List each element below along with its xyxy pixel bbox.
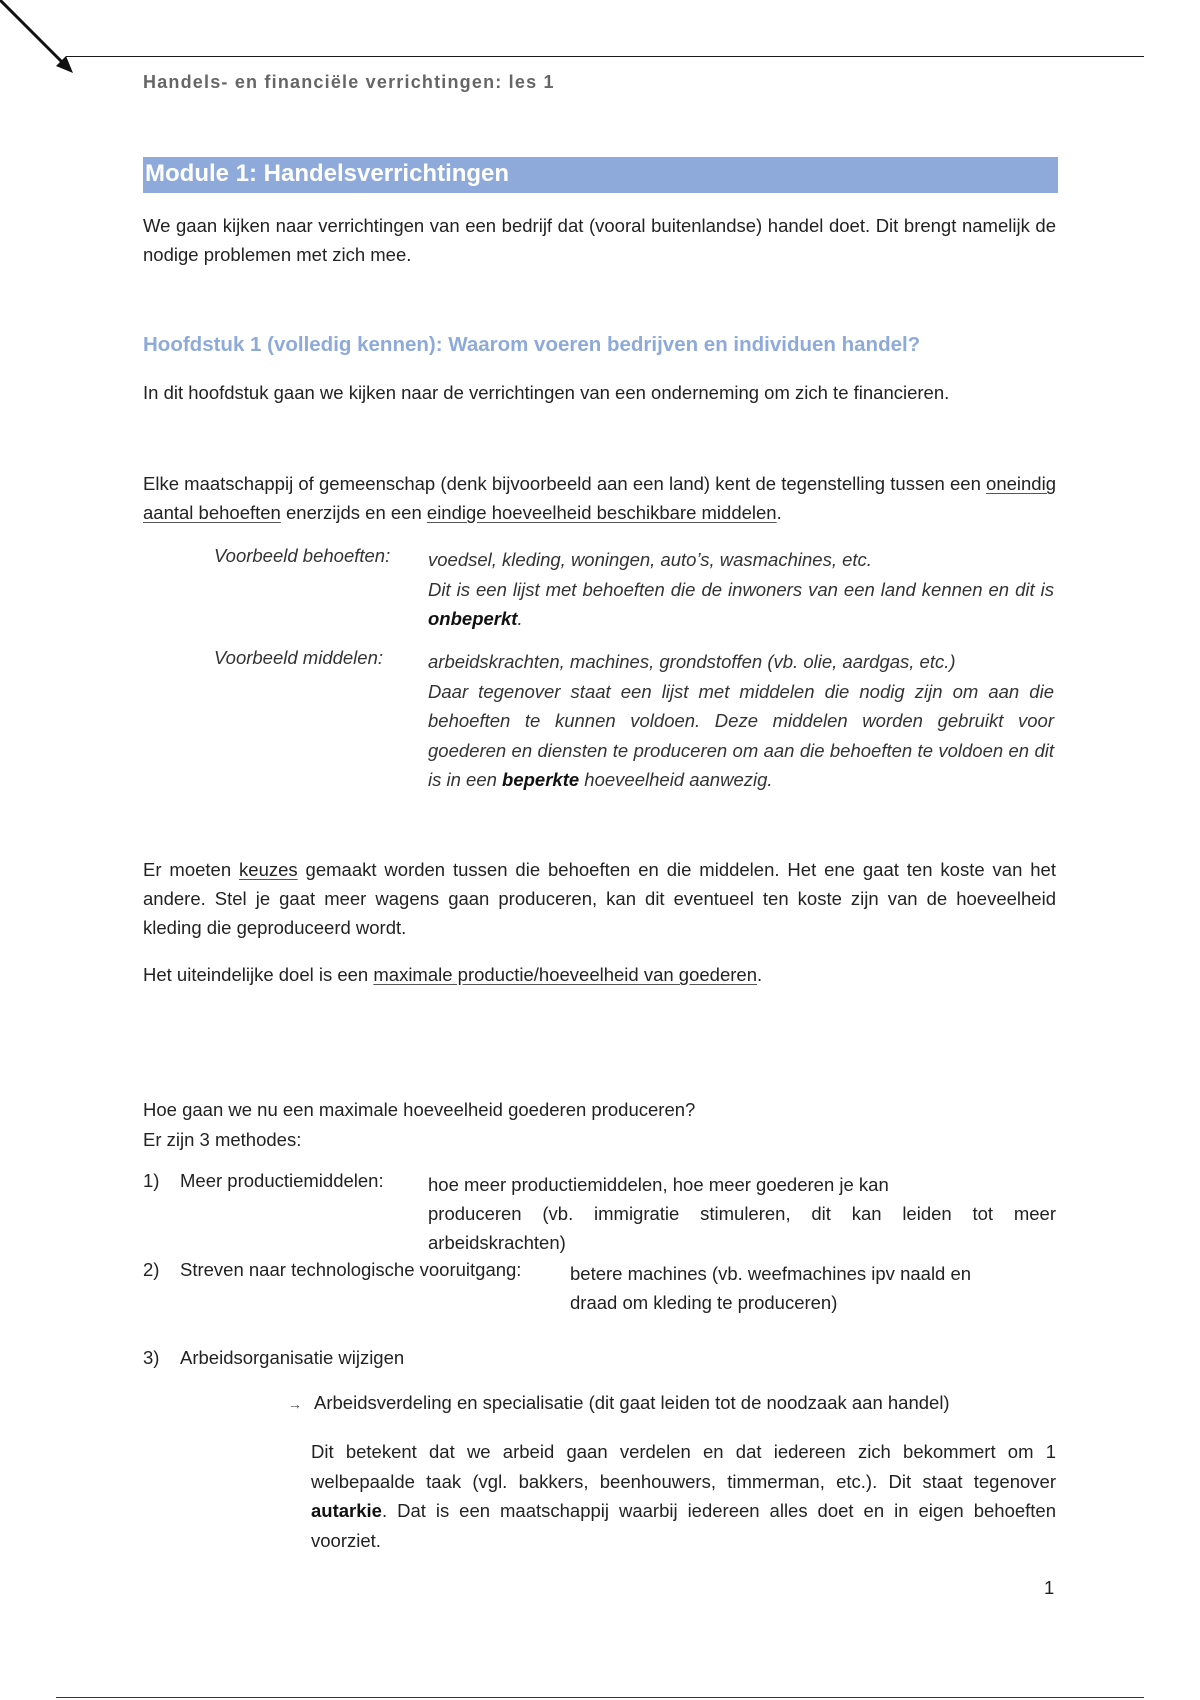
header-rule xyxy=(66,56,1144,57)
underline-means: eindige hoeveelheid beschikbare middelen xyxy=(426,502,777,523)
chapter-title: Hoofdstuk 1 (volledig kennen): Waarom voeren bedrijven en individuen handel? xyxy=(143,333,921,356)
list-number: 2) xyxy=(143,1259,160,1280)
methods-question: Hoe gaan we nu een maximale hoeveelheid goederen produceren? xyxy=(143,1099,696,1120)
arrow-right-icon: → xyxy=(288,1396,302,1412)
society-paragraph: Elke maatschappij of gemeenschap (denk bijvoorbeeld aan een land) kent de tegenstelling tussen een oneindig aantal behoeften enerzijds en een eindige hoeveelheid beschikbare middelen. xyxy=(143,473,1056,523)
module-title: Module 1: Handelsverrichtingen xyxy=(145,160,510,187)
specialisation-paragraph: Dit betekent dat we arbeid gaan verdelen en dat iedereen zich bekommert om 1 welbepaalde taak (vgl. bakkers, beenhouwers, timmerman, etc.). Dit staat tegenover autarkie. Dat is een maatschappij waarbij iedereen alles doet en in eigen behoeften voorziet. xyxy=(311,1441,1056,1551)
list-number: 1) xyxy=(143,1170,160,1191)
method-3-label: Arbeidsorganisatie wijzigen xyxy=(180,1347,405,1368)
example-means-body: arbeidskrachten, machines, grondstoffen (vb. olie, aardgas, etc.) Daar tegenover staat een lijst met middelen die nodig zijn om aan die behoeften te kunnen voldoen. Deze middelen worden gebruikt voor goederen en diensten te produceren om aan die behoeften te voldoen en dit is in een beperkte hoeveelheid aanwezig. xyxy=(428,651,1054,790)
example-needs-body: voedsel, kleding, woningen, auto’s, wasmachines, etc. Dit is een lijst met behoeften die de inwoners van een land kennen en dit is onbeperkt. xyxy=(428,549,1054,629)
intro-paragraph: We gaan kijken naar verrichtingen van een bedrijf dat (vooral buitenlandse) handel doet. Dit brengt namelijk de nodige problemen met zich mee. xyxy=(143,215,1056,265)
methods-count: Er zijn 3 methodes: xyxy=(143,1129,302,1150)
list-number: 3) xyxy=(143,1347,160,1368)
chapter-intro: In dit hoofdstuk gaan we kijken naar de verrichtingen van een onderneming om zich te financieren. xyxy=(143,382,950,403)
choices-paragraph: Er moeten keuzes gemaakt worden tussen die behoeften en die middelen. Het ene gaat ten koste van het andere. Stel je gaat meer wagens gaan produceren, kan dit eventueel ten koste zijn van de hoeveelheid kleding die geproduceerd wordt. xyxy=(143,859,1056,938)
running-header: Handels- en financiële verrichtingen: les 1 xyxy=(143,72,555,92)
specialisation-heading: Arbeidsverdeling en specialisatie (dit gaat leiden tot de noodzaak aan handel) xyxy=(314,1392,950,1413)
underline-goal: maximale productie/hoeveelheid van goederen xyxy=(373,964,757,985)
underline-choices: keuzes xyxy=(239,859,298,880)
method-1-body: hoe meer productiemiddelen, hoe meer goederen je kan produceren (vb. immigratie stimuleren, dit kan leiden tot meer arbeidskrachten) xyxy=(428,1174,1056,1253)
underline-needs: oneindig aantal behoeften xyxy=(143,473,1056,523)
method-2-label: Streven naar technologische vooruitgang: xyxy=(180,1259,522,1280)
example-needs-label: Voorbeeld behoeften: xyxy=(214,545,391,566)
goal-paragraph: Het uiteindelijke doel is een maximale productie/hoeveelheid van goederen. xyxy=(143,964,763,985)
method-1-label: Meer productiemiddelen: xyxy=(180,1170,384,1191)
method-2-body: betere machines (vb. weefmachines ipv naald en draad om kleding te produceren) xyxy=(570,1263,972,1313)
example-means-label: Voorbeeld middelen: xyxy=(214,647,384,668)
page-number: 1 xyxy=(1044,1577,1055,1598)
footer-rule xyxy=(56,1697,1144,1698)
corner-arrow-icon xyxy=(0,0,80,80)
